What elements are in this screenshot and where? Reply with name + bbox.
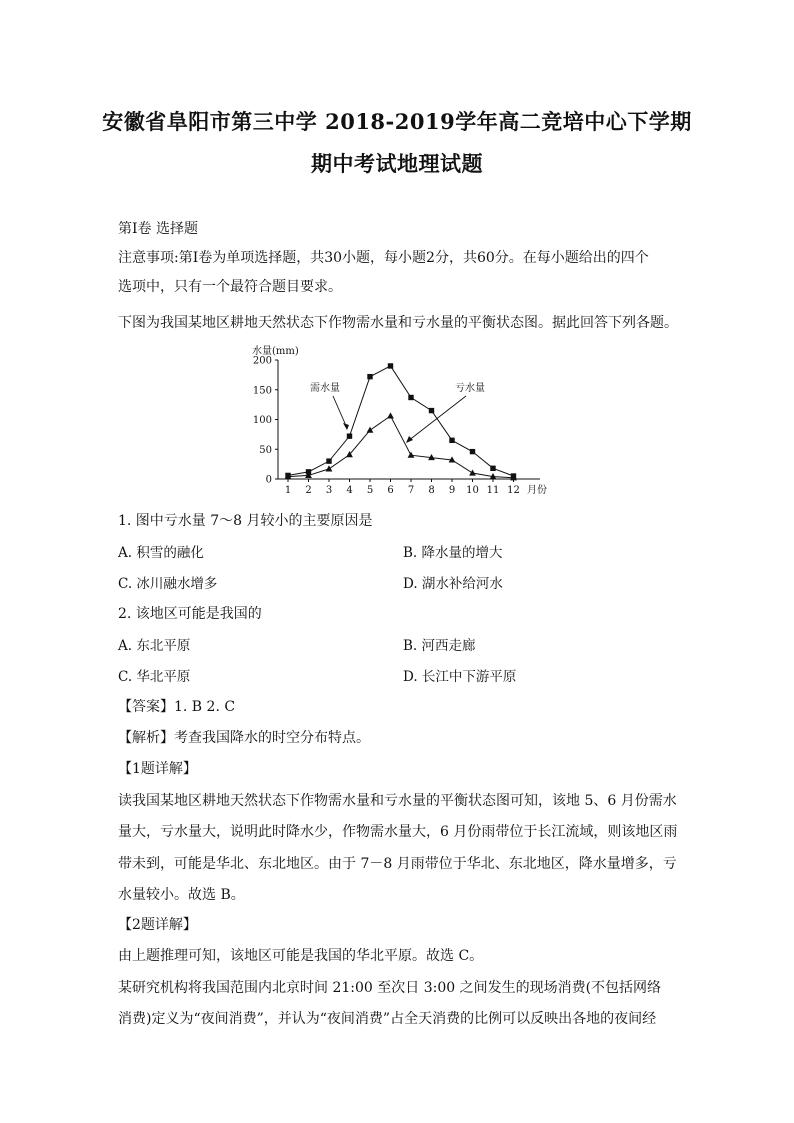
y-tick-label: 50 — [259, 444, 272, 456]
q1-option-c: C. 冰川融水增多 — [118, 576, 218, 592]
series-label-demand: 需水量 — [310, 383, 340, 394]
detail-1-heading: 【1题详解】 — [118, 761, 197, 777]
series-label-deficit-pointer — [408, 396, 466, 441]
x-tick-label: 8 — [428, 485, 435, 496]
x-tick-label: 4 — [346, 485, 353, 496]
next-question-line-2: 消费)定义为“夜间消费”，并认为“夜间消费”占全天消费的比例可以反映出各地的夜间经 — [118, 1011, 657, 1027]
demand-point — [449, 438, 454, 443]
y-tick-label: 200 — [252, 355, 272, 367]
detail-2-line-1: 由上题推理可知，该地区可能是我国的华北平原。故选 C。 — [118, 948, 484, 964]
x-tick-label: 5 — [366, 485, 374, 496]
answer-line: 【答案】1. B 2. C — [118, 699, 236, 715]
analysis-line: 【解析】考查我国降水的时空分布特点。 — [118, 730, 370, 746]
detail-1-line-1: 读我国某地区耕地天然状态下作物需水量和亏水量的平衡状态图可知，该地 5、6 月份需水 — [118, 793, 677, 809]
series-label-demand-arrowhead — [343, 423, 349, 430]
series-line-deficit — [288, 416, 514, 478]
x-tick-label: 1 — [284, 485, 292, 496]
detail-1-line-3: 带未到，可能是华北、东北地区。由于 7－8 月雨带位于华北、东北地区，降水量增多，亏 — [118, 856, 677, 872]
q1-option-a: A. 积雪的融化 — [118, 545, 204, 561]
detail-1-line-4: 水量较小。故选 B。 — [118, 887, 245, 903]
y-axis-label: 水量(mm) — [252, 346, 299, 357]
q1-option-d: D. 湖水补给河水 — [403, 576, 503, 592]
demand-point — [490, 466, 495, 471]
series-label-deficit: 亏水量 — [455, 383, 485, 394]
title-line-1: 安徽省阜阳市第三中学 2018-2019学年高二竞培中心下学期 — [102, 109, 692, 134]
deficit-point — [408, 452, 415, 458]
x-tick-label: 11 — [486, 485, 500, 496]
chart-intro: 下图为我国某地区耕地天然状态下作物需水量和亏水量的平衡状态图。据此回答下列各题。 — [118, 315, 678, 331]
deficit-point — [387, 412, 394, 418]
demand-point — [367, 374, 372, 379]
deficit-point — [469, 469, 476, 475]
series-label-demand-pointer — [333, 396, 347, 428]
q2-stem: 2. 该地区可能是我国的 — [118, 606, 262, 622]
notice-line-1: 注意事项:第Ⅰ卷为单项选择题，共30小题，每小题2分，共60分。在每小题给出的四个 — [118, 250, 649, 266]
series-label-deficit-arrowhead — [406, 436, 413, 443]
y-tick-label: 0 — [265, 474, 272, 486]
y-tick-label: 100 — [252, 415, 272, 426]
section-heading: 第Ⅰ卷 选择题 — [118, 221, 198, 237]
x-axis-label: 月份 — [527, 485, 547, 496]
q2-option-c: C. 华北平原 — [118, 669, 191, 685]
x-tick-label: 3 — [325, 485, 333, 496]
x-tick-label: 9 — [448, 485, 456, 496]
q2-option-d: D. 长江中下游平原 — [403, 669, 517, 685]
demand-point — [347, 433, 352, 438]
q1-stem: 1. 图中亏水量 7～8 月较小的主要原因是 — [118, 513, 373, 529]
x-tick-label: 12 — [507, 485, 520, 496]
detail-2-heading: 【2题详解】 — [118, 917, 197, 933]
demand-point — [470, 449, 475, 454]
deficit-point — [367, 427, 374, 433]
demand-point — [326, 458, 331, 463]
demand-point — [388, 363, 393, 368]
x-tick-label: 7 — [407, 485, 415, 496]
q2-option-a: A. 东北平原 — [118, 638, 191, 654]
title-line-2: 期中考试地理试题 — [311, 151, 483, 176]
water-balance-chart — [248, 340, 548, 498]
x-tick-label: 2 — [305, 485, 312, 496]
q2-option-b: B. 河西走廊 — [403, 638, 476, 654]
demand-point — [408, 395, 413, 400]
notice-line-2: 选项中，只有一个最符合题目要求。 — [118, 279, 342, 295]
x-tick-label: 10 — [466, 485, 479, 496]
q1-option-b: B. 降水量的增大 — [403, 545, 503, 561]
y-tick-label: 150 — [252, 385, 272, 397]
next-question-line-1: 某研究机构将我国范围内北京时间 21:00 至次日 3:00 之间发生的现场消费(不包括网络 — [118, 980, 662, 996]
deficit-point — [326, 465, 333, 471]
demand-point — [429, 408, 434, 413]
detail-1-line-2: 量大，亏水量大，说明此时降水少，作物需水量大，6 月份雨带位于长江流域，则该地区雨 — [118, 824, 678, 840]
x-tick-label: 6 — [387, 485, 394, 496]
